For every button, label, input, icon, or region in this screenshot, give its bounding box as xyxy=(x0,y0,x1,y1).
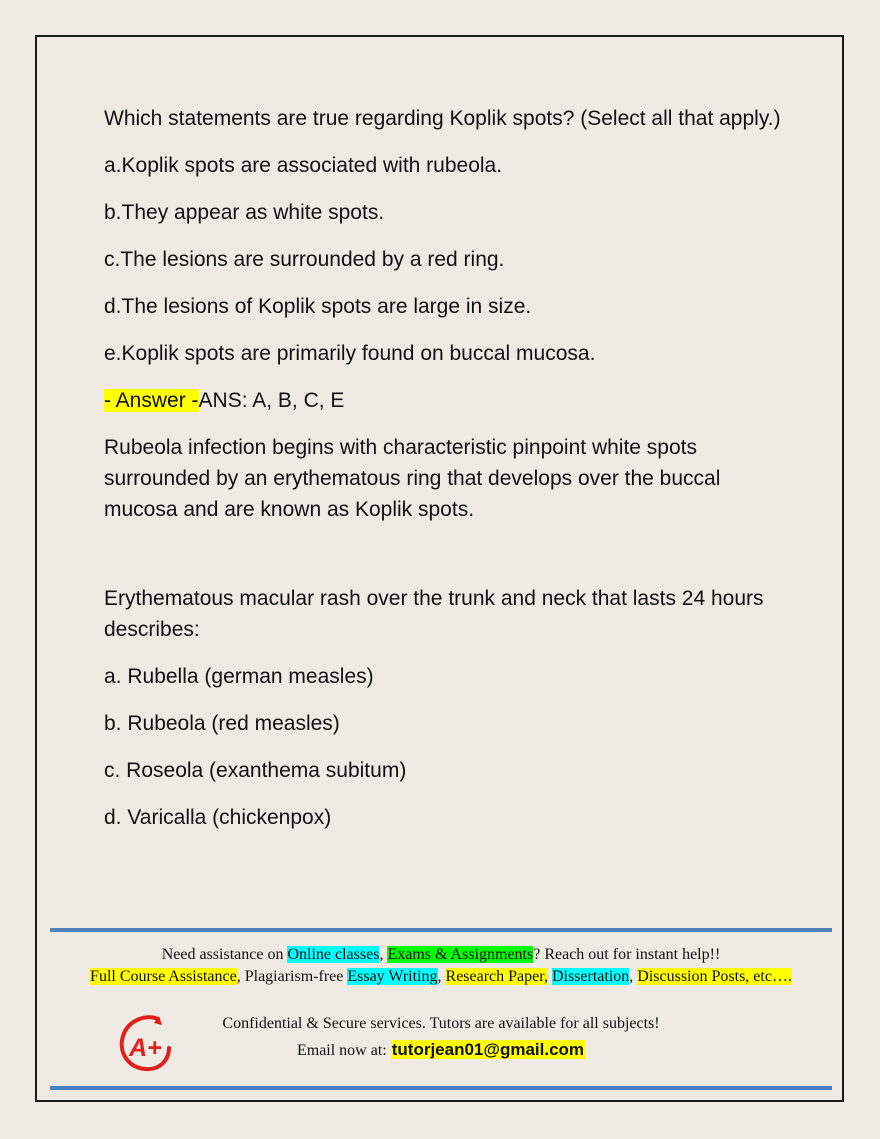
footer-rule-bottom xyxy=(50,1086,832,1090)
question1-option-e: e.Koplik spots are primarily found on buccal mucosa. xyxy=(104,342,596,365)
answer-label: - Answer - xyxy=(104,389,199,412)
question1-option-c: c.The lesions are surrounded by a red ring. xyxy=(104,248,505,271)
essay-writing-link[interactable]: Essay Writing xyxy=(347,968,438,985)
research-paper-link[interactable]: Research Paper, xyxy=(445,968,548,985)
footer-text: , xyxy=(629,968,638,985)
question2-option-d: d. Varicalla (chickenpox) xyxy=(104,806,332,829)
question1-option-a: a.Koplik spots are associated with rubeola. xyxy=(104,154,503,177)
footer-text: ? Reach out for instant help!! xyxy=(533,946,721,963)
full-course-link[interactable]: Full Course Assistance xyxy=(90,968,237,985)
footer-text: , Plagiarism-free xyxy=(236,968,348,985)
question1-prompt: Which statements are true regarding Koplik spots? (Select all that apply.) xyxy=(104,107,781,130)
discussion-posts-link[interactable]: Discussion Posts, etc…. xyxy=(637,968,792,985)
footer-text: , xyxy=(379,946,388,963)
logo-text: A+ xyxy=(129,1034,162,1062)
question2-prompt: Erythematous macular rash over the trunk and neck that lasts 24 hours describes: xyxy=(104,587,764,641)
dissertation-link[interactable]: Dissertation xyxy=(551,968,630,985)
question2-option-a: a. Rubella (german measles) xyxy=(104,665,374,688)
spacer xyxy=(104,541,784,583)
footer-ad xyxy=(50,944,832,988)
a-plus-logo-icon xyxy=(118,1012,172,1072)
footer-text: , xyxy=(437,968,446,985)
question2-option-c: c. Roseola (exanthema subitum) xyxy=(104,759,407,782)
question2-option-b: b. Rubeola (red measles) xyxy=(104,712,340,735)
document-body xyxy=(104,103,784,849)
question1-option-b: b.They appear as white spots. xyxy=(104,201,385,224)
footer-rule-top xyxy=(50,928,832,932)
footer-line-2 xyxy=(50,966,832,988)
footer-line-3: Confidential & Secure services. Tutors are available for all subjects! xyxy=(222,1015,660,1032)
footer-text: Need assistance on xyxy=(161,946,288,963)
answer-text: ANS: A, B, C, E xyxy=(198,389,345,412)
email-link[interactable]: tutorjean01@gmail.com xyxy=(391,1040,585,1059)
email-label: Email now at: xyxy=(296,1042,391,1059)
exams-assignments-link[interactable]: Exams & Assignments xyxy=(387,946,534,963)
question1-option-d: d.The lesions of Koplik spots are large in size. xyxy=(104,295,532,318)
online-classes-link[interactable]: Online classes xyxy=(287,946,380,963)
question1-rationale: Rubeola infection begins with characteristic pinpoint white spots surrounded by an erythematous ring that develops over the buccal mucosa and are known as Koplik spots. xyxy=(104,436,721,521)
footer-line-1 xyxy=(50,944,832,966)
question1-answer xyxy=(104,385,784,416)
